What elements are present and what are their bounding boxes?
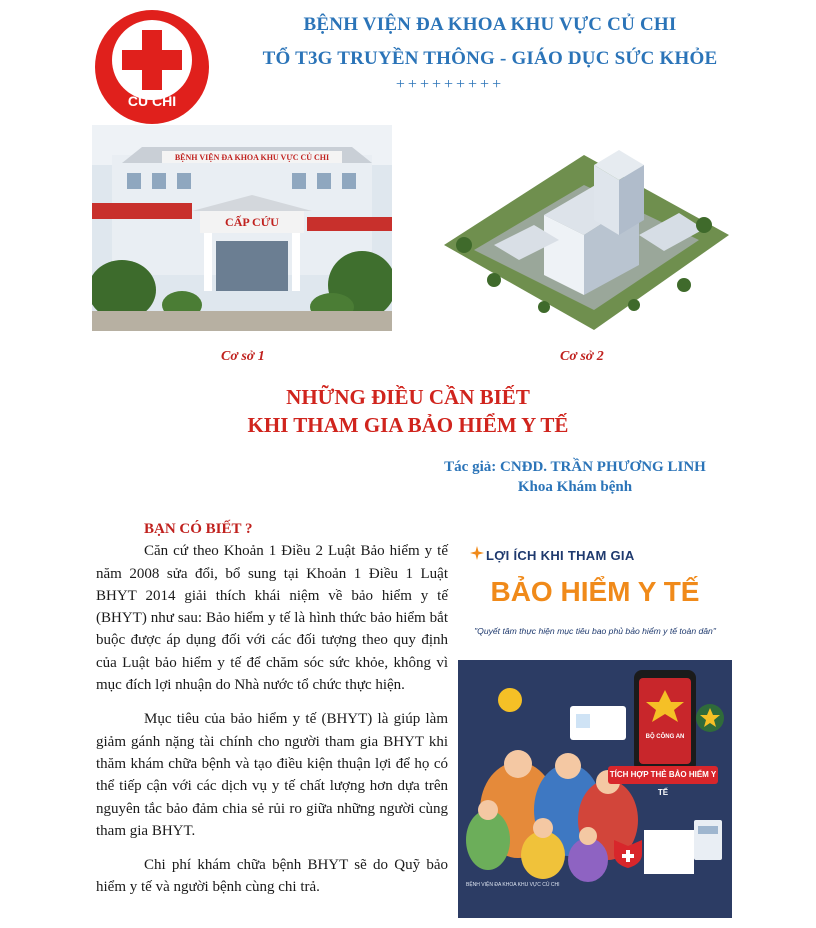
poster-pre-title: LỢI ÍCH KHI THAM GIA	[486, 548, 635, 563]
photo-campus-2	[434, 125, 734, 333]
article-title-line1: NHỮNG ĐIỀU CẦN BIẾT	[286, 385, 530, 409]
author-department: Khoa Khám bệnh	[517, 479, 633, 495]
author-block	[425, 457, 725, 497]
caption-campus-1: Cơ sở 1	[221, 349, 265, 364]
hospital-name: BỆNH VIỆN ĐA KHOA KHU VỰC CỦ CHI	[303, 14, 677, 35]
hospital-logo	[91, 8, 213, 126]
article-title-line2: KHI THAM GIA BẢO HIỂM Y TẾ	[247, 413, 569, 437]
poster-footer: BỆNH VIỆN ĐA KHOA KHU VỰC CỦ CHI	[466, 882, 560, 888]
photo1-sign: BỆNH VIỆN ĐA KHOA KHU VỰC CỦ CHI	[174, 153, 330, 162]
paragraph-3: Chi phí khám chữa bệnh BHYT sẽ do Quỹ bảo hiểm y tế và người bệnh cùng chi trả.	[96, 857, 448, 896]
poster-main-title: BẢO HIỂM Y TẾ	[490, 576, 700, 607]
sparkle-icon	[470, 546, 484, 560]
sun-icon	[498, 688, 522, 712]
logo-text: CỦ CHI	[127, 93, 177, 109]
header-ornament: +++++++++	[395, 76, 505, 93]
paragraph-1: Căn cứ theo Khoản 1 Điều 2 Luật Bảo hiểm y tế năm 2008 sửa đổi, bổ sung tại Khoản 1 Điều 1 Luật BHYT 2014 giải thích khái niệm về bảo hiểm y tế (BHYT) như sau: Bảo hiểm y tế là hình thức bảo hiểm bắt buộc được áp dụng đối với các đối tượng theo quy định của Luật bảo hiểm y tế để chăm sóc sức khỏe, không vì mục đích lợi nhuận do Nhà nước tổ chức thực hiện.	[96, 543, 448, 694]
insurance-poster	[458, 530, 732, 918]
section-subhead: BẠN CÓ BIẾT ?	[144, 521, 253, 537]
caption-campus-2: Cơ sở 2	[560, 349, 604, 364]
poster-slogan: "Quyết tâm thực hiện mục tiêu bao phủ bảo hiểm y tế toàn dân"	[474, 626, 716, 636]
photo1-emergency-sign: CẤP CỨU	[225, 215, 279, 229]
phone-label: BỘ CÔNG AN	[645, 734, 685, 740]
photo-campus-1	[92, 125, 392, 331]
article-body	[96, 518, 448, 899]
poster-ribbon: TÍCH HỢP THẺ BẢO HIỂM Y TẾ	[608, 766, 718, 784]
document-icon	[644, 830, 694, 874]
team-name: TỔ T3G TRUYỀN THÔNG - GIÁO DỤC SỨC KHỎE	[262, 48, 718, 69]
paragraph-2: Mục tiêu của bảo hiểm y tế (BHYT) là giúp làm giảm gánh nặng tài chính cho người tham gia BHYT khi thăm khám chữa bệnh và tạo điều kiện thuận lợi để họ có thể tiếp cận với các dịch vụ y tế chất lượng hơn dựa trên nguyên tắc bảo đảm chia sẻ rủi ro giữa những người cùng tham gia BHYT.	[96, 711, 448, 839]
author-name: Tác giả: CNĐD. TRẦN PHƯƠNG LINH	[444, 459, 706, 475]
